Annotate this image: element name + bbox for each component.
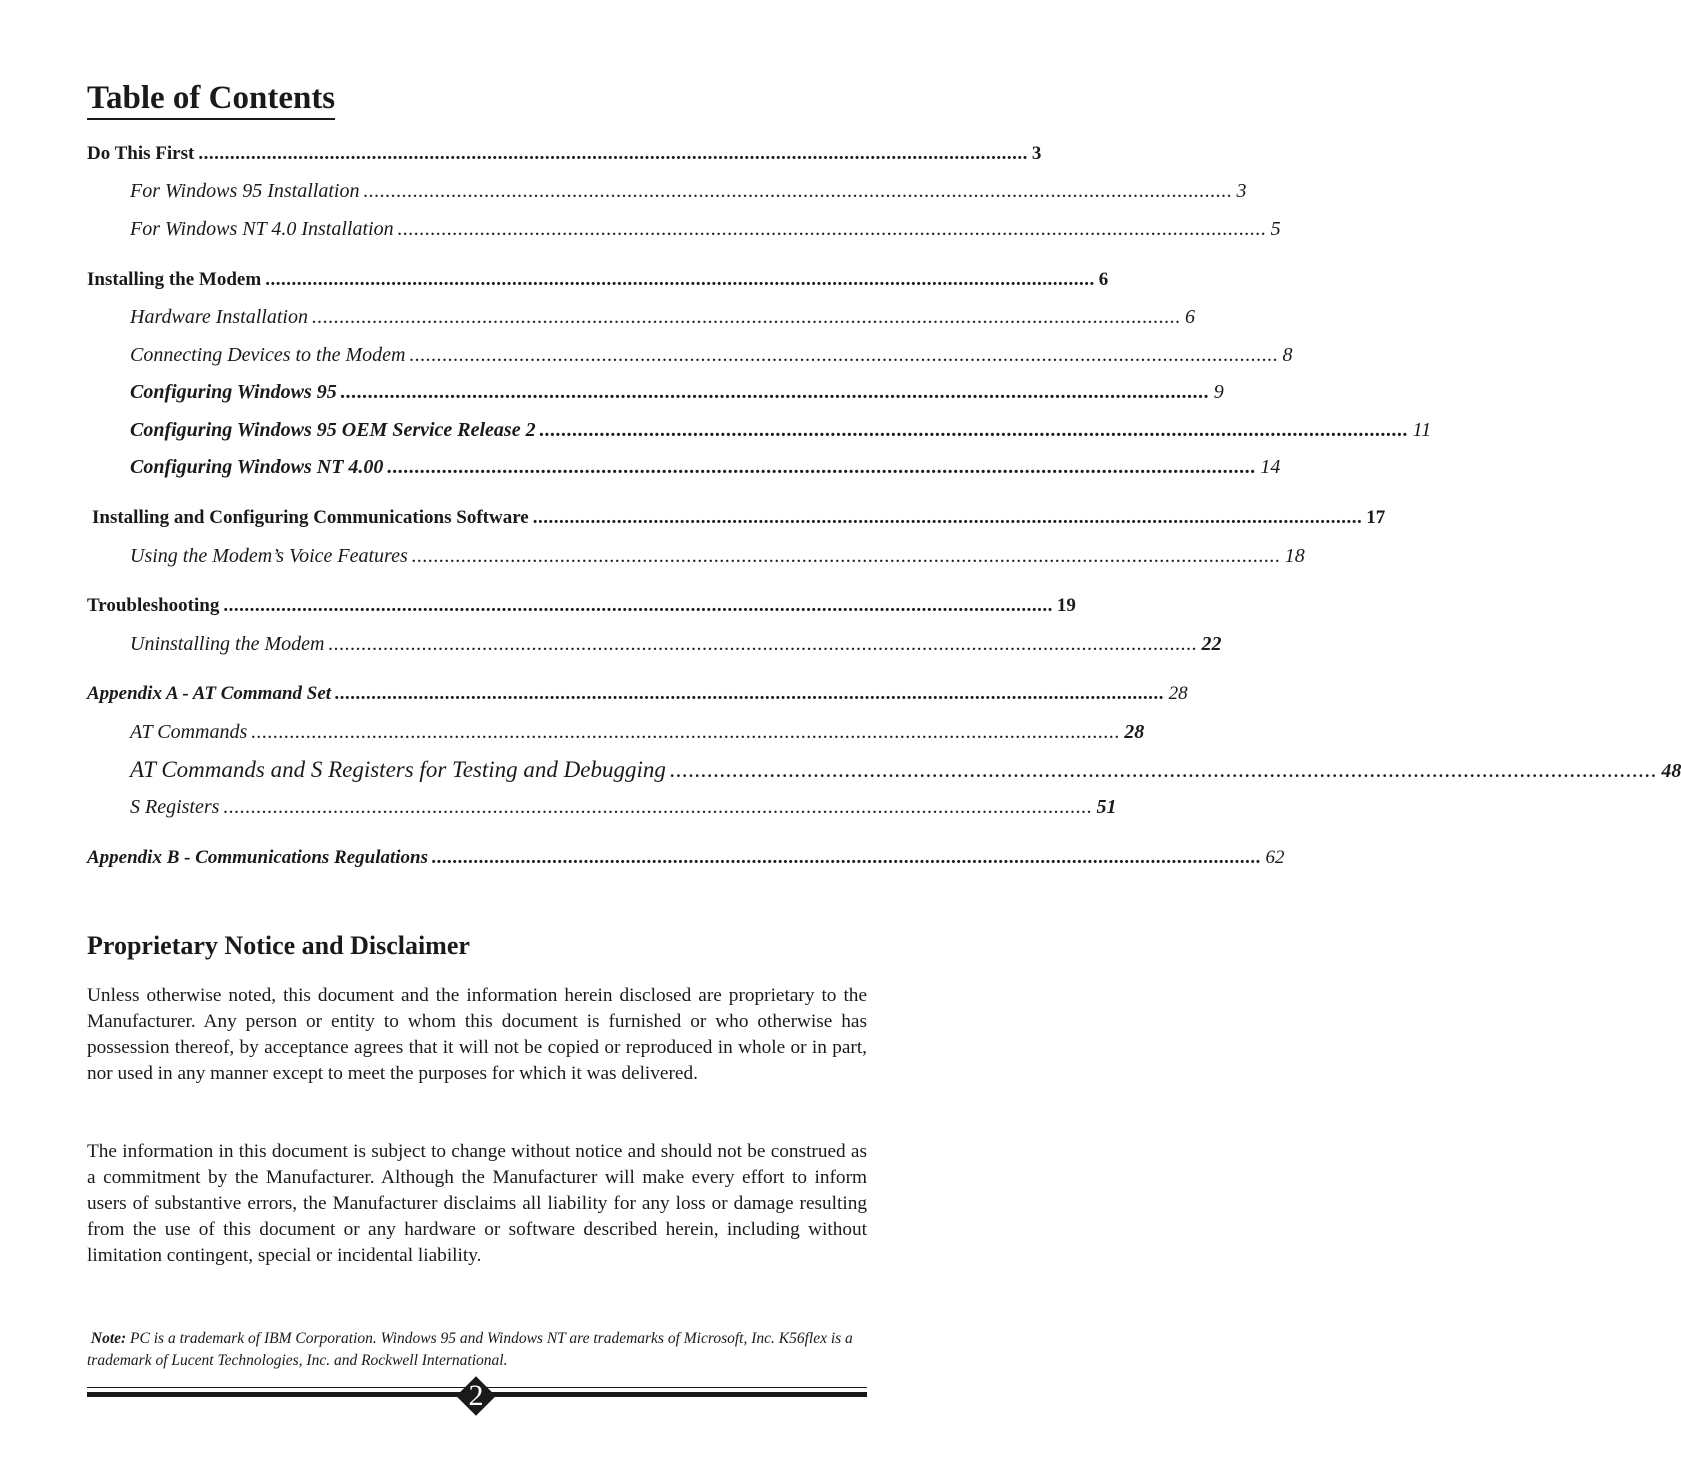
toc-leader-dots: .............................................................................................................................................................. bbox=[387, 456, 1257, 478]
toc-entry-page: 6 bbox=[1098, 269, 1109, 290]
page-number: 2 bbox=[468, 1379, 484, 1412]
toc-leader-dots: .............................................................................................................................................................. bbox=[223, 595, 1053, 616]
toc-entry-uninstalling-the-modem[interactable] bbox=[130, 631, 1222, 657]
toc-entry-at-commands[interactable] bbox=[130, 719, 1145, 745]
toc-entry-communications-software[interactable] bbox=[92, 505, 1386, 531]
toc-entry-label: Troubleshooting bbox=[87, 595, 220, 616]
toc-entry-page: 51 bbox=[1096, 796, 1117, 818]
toc-entry-page: 22 bbox=[1201, 633, 1222, 655]
toc-entry-label: AT Commands and S Registers for Testing and Debugging bbox=[130, 757, 666, 782]
toc-entry-windows-nt-installation[interactable] bbox=[130, 216, 1281, 242]
toc-entry-page: 11 bbox=[1412, 419, 1432, 441]
toc-entry-configuring-windows-nt[interactable] bbox=[130, 454, 1281, 480]
toc-entry-label: Configuring Windows 95 OEM Service Release 2 bbox=[130, 419, 536, 441]
toc-entry-page: 3 bbox=[1031, 143, 1042, 164]
toc-leader-dots: .............................................................................................................................................................. bbox=[335, 683, 1165, 704]
toc-entry-page: 18 bbox=[1284, 545, 1305, 567]
toc-entry-label: Do This First bbox=[87, 143, 195, 164]
toc-entry-do-this-first[interactable] bbox=[87, 141, 1042, 167]
toc-entry-page: 9 bbox=[1213, 381, 1224, 403]
toc-entry-appendix-b[interactable] bbox=[87, 845, 1285, 871]
toc-leader-dots: .............................................................................................................................................................. bbox=[411, 545, 1281, 567]
toc-entry-page: 14 bbox=[1260, 456, 1281, 478]
toc-leader-dots: .............................................................................................................................................................. bbox=[223, 796, 1093, 818]
trademark-note bbox=[87, 1328, 877, 1372]
note-text: PC is a trademark of IBM Corporation. Windows 95 and Windows NT are trademarks of Microsoft, Inc. K56flex is a trademark of Lucent Technologies, Inc. and Rockwell International. bbox=[87, 1330, 853, 1369]
toc-entry-hardware-installation[interactable] bbox=[130, 304, 1195, 330]
toc-entry-page: 28 bbox=[1124, 721, 1145, 743]
note-label: Note: bbox=[90, 1330, 127, 1347]
notice-paragraph-2: The information in this document is subject to change without notice and should not be construed as a commitment by the Manufacturer. Although the Manufacturer will make every effort to inform users of substantive errors, the Manufacturer disclaims all liability for any loss or damage resulting from the use of this document or any hardware or software described herein, including without limitation contingent, special or incidental liability. bbox=[87, 1141, 867, 1266]
toc-entry-page: 19 bbox=[1056, 595, 1076, 616]
toc-entry-configuring-windows-95-osr2[interactable] bbox=[130, 417, 1432, 443]
toc-entry-label: For Windows 95 Installation bbox=[130, 180, 360, 202]
toc-leader-dots: .............................................................................................................................................................. bbox=[532, 507, 1363, 528]
toc-entry-label: Using the Modem’s Voice Features bbox=[130, 545, 408, 567]
toc-title: Table of Contents bbox=[87, 78, 335, 120]
toc-leader-dots: .............................................................................................................................................................. bbox=[328, 633, 1198, 655]
toc-leader-dots: .............................................................................................................................................................. bbox=[251, 721, 1121, 743]
notice-heading: Proprietary Notice and Disclaimer bbox=[87, 931, 470, 960]
toc-entry-page: 3 bbox=[1236, 180, 1247, 202]
toc-entry-at-commands-testing-debugging[interactable] bbox=[130, 755, 1681, 785]
toc-entry-configuring-windows-95[interactable] bbox=[130, 379, 1224, 405]
toc-entry-page: 5 bbox=[1270, 218, 1281, 240]
toc-leader-dots: .............................................................................................................................................................. bbox=[363, 180, 1233, 202]
toc-entry-label: Uninstalling the Modem bbox=[130, 633, 325, 655]
toc-leader-dots: .............................................................................................................................................................. bbox=[432, 847, 1262, 868]
toc-leader-dots: .............................................................................................................................................................. bbox=[669, 757, 1658, 782]
toc-entry-label: Hardware Installation bbox=[130, 306, 308, 328]
toc-entry-label: Configuring Windows 95 bbox=[130, 381, 337, 403]
toc-leader-dots: .............................................................................................................................................................. bbox=[198, 143, 1028, 164]
toc-entry-page: 17 bbox=[1366, 507, 1386, 528]
toc-entry-voice-features[interactable] bbox=[130, 543, 1305, 569]
toc-leader-dots: .............................................................................................................................................................. bbox=[409, 344, 1279, 366]
toc-leader-dots: .............................................................................................................................................................. bbox=[539, 419, 1409, 441]
toc-leader-dots: .............................................................................................................................................................. bbox=[265, 269, 1095, 290]
toc-leader-dots: .............................................................................................................................................................. bbox=[397, 218, 1267, 240]
toc-entry-label: Appendix A - AT Command Set bbox=[87, 683, 332, 704]
toc-entry-connecting-devices[interactable] bbox=[130, 342, 1293, 368]
toc-entry-s-registers[interactable] bbox=[130, 794, 1117, 820]
toc-leader-dots: .............................................................................................................................................................. bbox=[340, 381, 1210, 403]
toc-entry-page: 8 bbox=[1282, 344, 1293, 366]
toc-entry-appendix-a[interactable] bbox=[87, 681, 1188, 707]
toc-entry-page: 62 bbox=[1265, 847, 1285, 868]
toc-entry-label: Configuring Windows NT 4.00 bbox=[130, 456, 384, 478]
toc-entry-page: 48 bbox=[1661, 760, 1681, 782]
toc-entry-label: S Registers bbox=[130, 796, 220, 818]
toc-entry-label: Installing the Modem bbox=[87, 269, 262, 290]
toc-entry-page: 6 bbox=[1184, 306, 1195, 328]
toc-entry-windows-95-installation[interactable] bbox=[130, 178, 1247, 204]
notice-paragraph-1: Unless otherwise noted, this document and the information herein disclosed are proprietary to the Manufacturer. Any person or entity to whom this document is furnished or who otherwise has possession thereof, by acceptance agrees that it will not be copied or reproduced in whole or in part, nor used in any manner except to meet the purposes for which it was delivered. bbox=[87, 985, 867, 1084]
toc-leader-dots: .............................................................................................................................................................. bbox=[311, 306, 1181, 328]
toc-entry-label: For Windows NT 4.0 Installation bbox=[130, 218, 394, 240]
toc-entry-label: Connecting Devices to the Modem bbox=[130, 344, 406, 366]
toc-entry-troubleshooting[interactable] bbox=[87, 593, 1076, 619]
toc-entry-label: Installing and Configuring Communications Software bbox=[92, 507, 529, 528]
page-number-badge bbox=[456, 1376, 496, 1416]
toc-entry-label: Appendix B - Communications Regulations bbox=[87, 847, 429, 868]
toc-entry-label: AT Commands bbox=[130, 721, 248, 743]
toc-entry-page: 28 bbox=[1168, 683, 1188, 704]
toc-entry-installing-the-modem[interactable] bbox=[87, 267, 1109, 293]
